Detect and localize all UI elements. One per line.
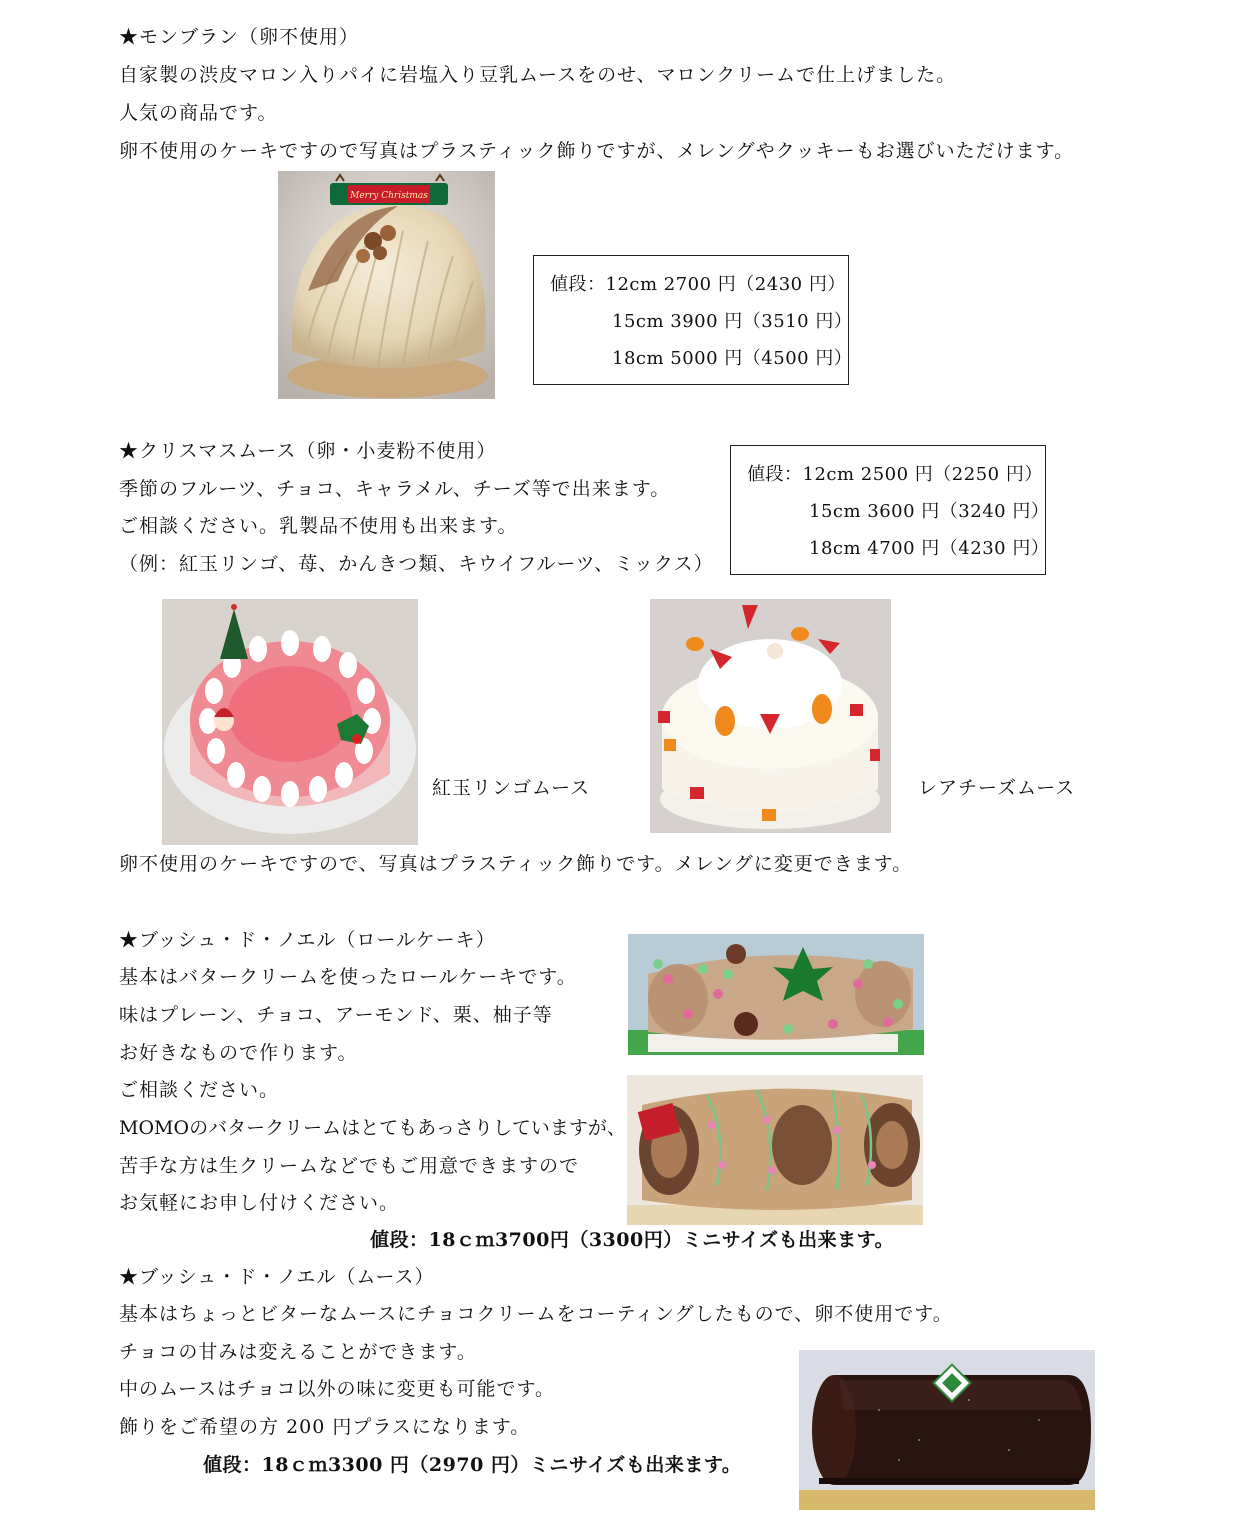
mousse-price-12cm: 値段：12cm 2500 円（2250 円） — [747, 464, 1043, 485]
noel-roll-line-2: 味はプレーン、チョコ、アーモンド、栗、柚子等 — [119, 1004, 553, 1026]
noel-mousse-line-4: 飾りをご希望の方 200 円プラスになります。 — [119, 1416, 531, 1438]
noel-roll-line-3: お好きなもので作ります。 — [119, 1042, 358, 1064]
chocolate-log-photo — [799, 1350, 1095, 1510]
mousse-heading: ★クリスマスムース（卵・小麦粉不使用） — [119, 440, 497, 462]
montblanc-price-15cm: 15cm 3900 円（3510 円） — [612, 311, 853, 332]
mousse-price-18cm: 18cm 4700 円（4230 円） — [809, 538, 1050, 559]
noel-mousse-price: 値段：18ｃｍ3300 円（2970 円）ミニサイズも出来ます。 — [203, 1454, 742, 1476]
mousse-description-2: ご相談ください。乳製品不使用も出来ます。 — [119, 515, 518, 537]
mousse-description-3: （例：紅玉リンゴ、苺、かんきつ類、キウイフルーツ、ミックス） — [119, 553, 714, 575]
apple-mousse-caption: 紅玉リンゴムース — [432, 777, 591, 799]
noel-roll-line-4: ご相談ください。 — [119, 1079, 280, 1101]
rare-cheese-mousse-caption: レアチーズムース — [918, 777, 1076, 799]
apple-mousse-photo — [162, 599, 418, 845]
plaque-text: Merry Christmas — [350, 191, 428, 201]
rare-cheese-mousse-photo — [650, 599, 891, 833]
montblanc-description-1: 自家製の渋皮マロン入りパイに岩塩入り豆乳ムースをのせ、マロンクリームで仕上げました。 — [119, 64, 957, 86]
noel-mousse-line-3: 中のムースはチョコ以外の味に変更も可能です。 — [119, 1378, 556, 1400]
noel-roll-heading: ★ブッシュ・ド・ノエル（ロールケーキ） — [119, 929, 496, 951]
mousse-price-box — [730, 445, 1050, 575]
montblanc-price-18cm: 18cm 5000 円（4500 円） — [612, 348, 853, 369]
mousse-price-15cm: 15cm 3600 円（3240 円） — [809, 501, 1050, 522]
mousse-description-1: 季節のフルーツ、チョコ、キャラメル、チーズ等で出来ます。 — [119, 478, 671, 500]
montblanc-description-2: 人気の商品です。 — [119, 102, 278, 124]
noel-roll-price: 値段：18ｃｍ3700円（3300円）ミニサイズも出来ます。 — [370, 1229, 895, 1251]
montblanc-description-3: 卵不使用のケーキですので写真はプラスティック飾りですが、メレングやクッキーもお選びいただけます。 — [119, 140, 1075, 162]
noel-mousse-line-1: 基本はちょっとビターなムースにチョコクリームをコーティングしたもので、卵不使用です。 — [119, 1303, 953, 1325]
montblanc-price-box — [533, 255, 853, 385]
roll-cake-photo-1 — [628, 934, 924, 1055]
montblanc-cake-photo — [278, 171, 495, 399]
noel-roll-line-7: お気軽にお申し付けください。 — [119, 1192, 400, 1214]
montblanc-price-12cm: 値段：12cm 2700 円（2430 円） — [550, 274, 846, 295]
montblanc-heading: ★モンブラン（卵不使用） — [119, 26, 360, 48]
noel-roll-line-6: 苦手な方は生クリームなどでもご用意できますので — [119, 1155, 580, 1177]
noel-mousse-heading: ★ブッシュ・ド・ノエル（ムース） — [119, 1266, 435, 1288]
noel-roll-line-5: MOMOのバタークリームはとてもあっさりしていますが、 — [119, 1117, 626, 1139]
noel-roll-line-1: 基本はバタークリームを使ったロールケーキです。 — [119, 966, 577, 988]
mousse-note: 卵不使用のケーキですので、写真はプラスティック飾りです。メレングに変更できます。 — [119, 853, 913, 875]
roll-cake-photo-2 — [627, 1075, 923, 1225]
noel-mousse-line-2: チョコの甘みは変えることができます。 — [119, 1341, 477, 1363]
